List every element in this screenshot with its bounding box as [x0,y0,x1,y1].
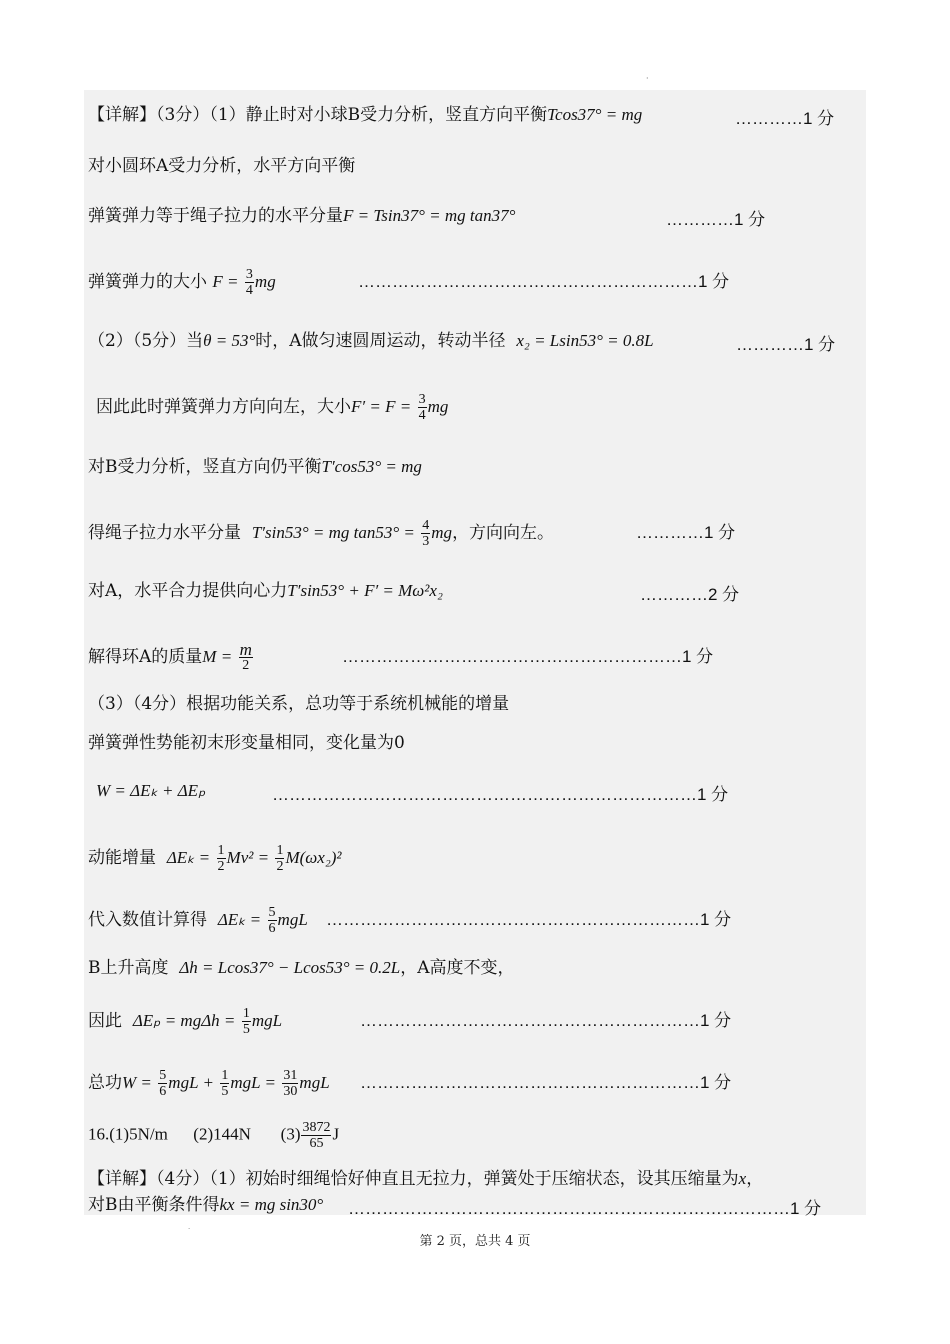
score-line-17: ……………………………………………………1 分 [360,1011,732,1030]
formula: mg [427,397,449,416]
formula: ΔEₚ = mgΔh = [132,1011,236,1030]
formula: x [738,1169,747,1188]
fraction: $\frac{4}{3}$ [422,518,430,549]
formula: mgL + [168,1073,214,1092]
answer-line-16 [88,1120,862,1151]
formula: T′sin53° + F′ = Mω²x₂ [287,581,443,600]
bottom-dot-mark: · [188,1225,191,1233]
formula: Mv² = [226,848,270,867]
text: （2）（5分）当 [88,331,204,351]
formula: θ = 53° [203,331,256,350]
unit: J [332,1124,340,1144]
score-line-4: ……………………………………………………1 分 [358,272,730,291]
fraction: $\frac{3}{4}$ [418,392,426,423]
formula: T′cos53° = mg [321,457,422,476]
score-line-21: ……………………………………………………………………1 分 [348,1199,822,1218]
formula: W = [122,1073,152,1092]
formula: mgL [277,910,308,929]
text: 因此此时弹簧弹力方向向左，大小 [96,397,351,417]
formula: mgL [251,1011,283,1030]
formula: W = ΔEₖ + ΔEₚ [96,781,206,800]
formula: T′sin53° = mg tan53° = [251,523,415,542]
fraction: $\frac{5}{6}$ [268,905,276,936]
text: 弹簧弹力的大小 [88,272,207,292]
solution-line-11 [88,693,862,715]
text: ， [746,1169,764,1189]
fraction: $\frac{1}{5}$ [242,1006,250,1037]
top-dot-mark: · [646,74,649,83]
text: 得绳子拉力水平分量 [88,523,241,543]
answer-part-1: 16.(1)5N/m [88,1124,168,1144]
formula: F′ = F = [351,397,412,416]
text: 对B受力分析，竖直方向仍平衡 [88,457,322,477]
fraction: $\frac{1}{5}$ [221,1068,229,1099]
text: （3）（4分）根据功能关系，总功等于系统机械能的增量 [88,694,510,714]
formula: F = [212,272,239,291]
fraction: $\frac{1}{2}$ [276,843,284,874]
text: 对B由平衡条件得 [88,1195,220,1215]
formula: M(ωx₂)² [285,848,342,867]
score-line-10: ……………………………………………………1 分 [342,647,714,666]
fraction: $\frac{3}{4}$ [245,267,253,298]
text: ，A高度不变， [400,958,515,978]
text: 代入数值计算得 [88,910,207,930]
text: B上升高度 [88,958,169,978]
formula: mg [431,523,453,542]
answer-part-3: (3) [280,1124,301,1144]
score-line-9: …………2 分 [640,585,740,604]
page-footer: 第 2 页，总共 4 页 [419,1234,531,1249]
solution-line-14 [88,843,862,874]
formula: mg [254,272,276,291]
formula: M = [202,647,233,666]
score-line-8: …………1 分 [636,523,736,542]
text: 因此 [88,1011,122,1031]
text: 对A，水平合力提供向心力 [88,581,288,601]
solution-line-12 [88,732,862,754]
answer-part-2: (2)144N [193,1124,251,1144]
formula: Δh = Lcos37° − Lcos53° = 0.2L [179,958,401,977]
solution-line-2 [88,155,862,177]
score-line-13: …………………………………………………………………1 分 [272,785,729,804]
text: 【详解】（3分）（1）静止时对小球B受力分析，竖直方向平衡 [88,105,548,125]
text: ，方向向左。 [452,523,555,543]
text: 总功 [88,1073,122,1093]
score-line-18: ……………………………………………………1 分 [360,1073,732,1092]
fraction: $\frac{5}{6}$ [159,1068,167,1099]
formula: ΔEₖ = [166,848,211,867]
text: 对小圆环A受力分析，水平方向平衡 [88,156,356,176]
text: 弹簧弹力等于绳子拉力的水平分量 [88,206,343,226]
formula: ΔEₖ = [217,910,262,929]
solution-line-9 [88,580,862,602]
text: 动能增量 [88,848,156,868]
formula: kx = mg sin30° [219,1195,324,1214]
score-line-1: …………1 分 [735,109,835,128]
formula: x₂ = Lsin53° = 0.8L [516,331,654,350]
fraction: $\frac{31}{30}$ [283,1068,298,1099]
solution-line-7 [88,456,862,478]
text: 弹簧弹性势能初末形变量相同，变化量为0 [88,733,405,753]
text: 时，A做匀速圆周运动，转动半径 [255,331,506,351]
solution-line-8 [88,518,862,549]
fraction: $\frac{3872}{65}$ [302,1120,331,1151]
text: 【详解】（4分）（1）初始时细绳恰好伸直且无拉力，弹簧处于压缩状态，设其压缩量为 [88,1169,739,1189]
solution-line-16 [88,957,862,979]
solution-line-20 [88,1168,862,1190]
formula: mgL [299,1073,330,1092]
formula: mgL = [230,1073,277,1092]
fraction: $\frac{1}{2}$ [217,843,225,874]
text: 解得环A的质量 [88,647,203,667]
solution-line-6 [96,392,862,423]
score-line-3: …………1 分 [666,210,766,229]
formula: F = Tsin37° = mg tan37° [343,206,516,225]
formula: Tcos37° = mg [547,105,643,124]
score-line-5: …………1 分 [736,335,836,354]
fraction: $\frac{m}{2}$ [239,640,252,673]
score-line-15: …………………………………………………………1 分 [326,910,732,929]
